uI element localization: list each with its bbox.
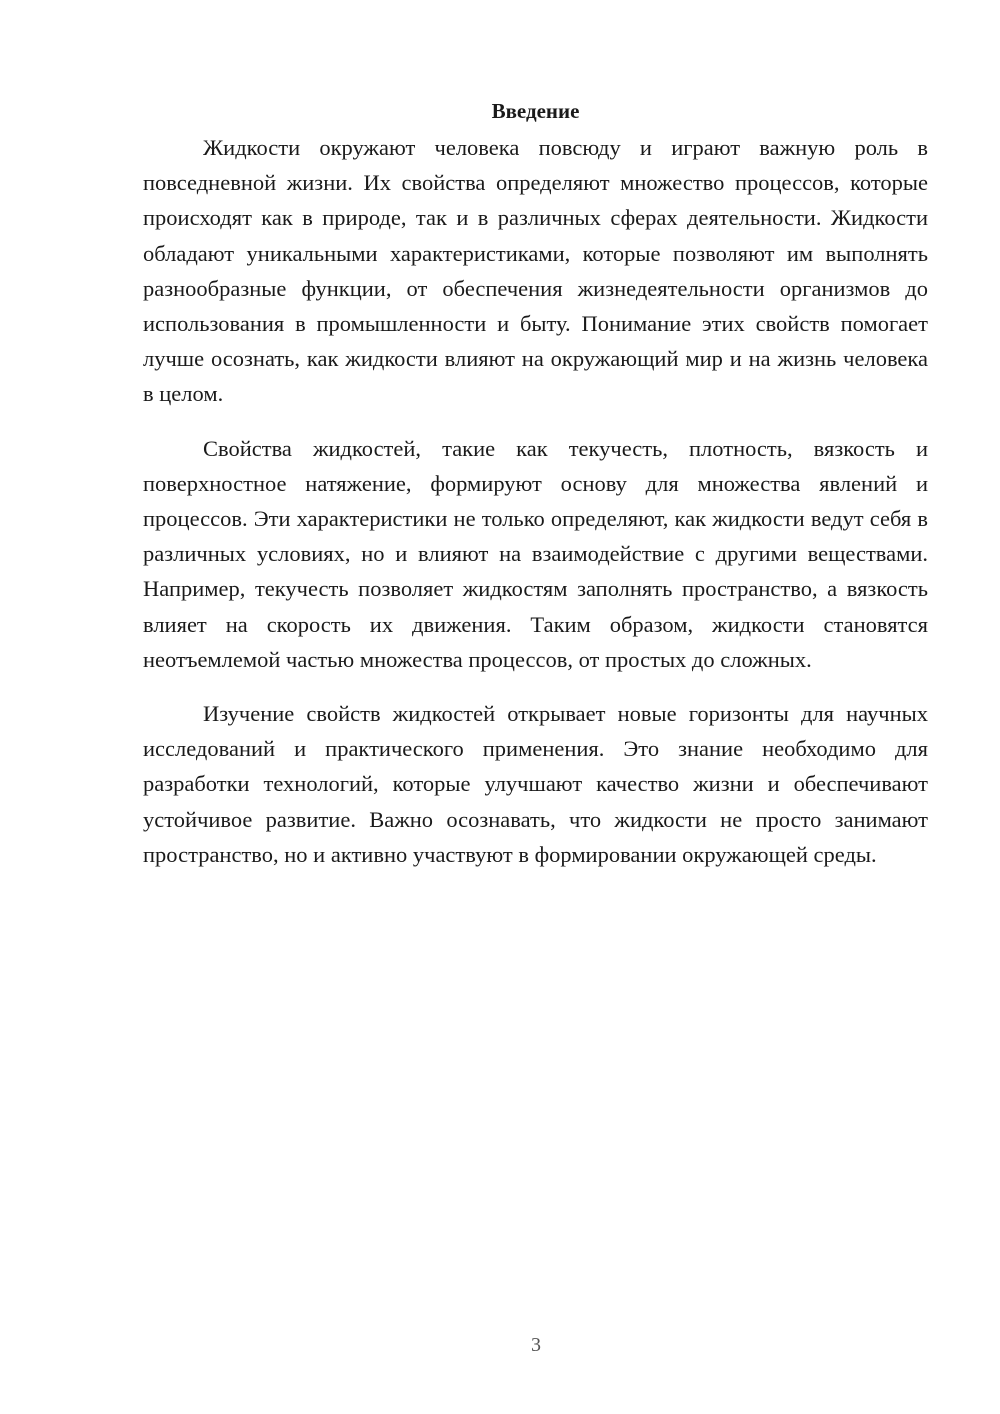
page-number: 3 bbox=[531, 1334, 541, 1356]
paragraph-1: Жидкости окружают человека повсюду и играют важную роль в повседневной жизни. Их свойства определяют множество процессов, которые происходят как в природе, так и в различных сферах деятельности. Жидкости обладают уникальными характеристиками, которые позволяют им выполнять разнообразные функции, от обеспечения жизнедеятельности организмов до использования в промышленности и быту. Понимание этих свойств помогает лучше осознать, как жидкости влияют на окружающий мир и на жизнь человека в целом. bbox=[143, 135, 928, 407]
paragraph-3: Изучение свойств жидкостей открывает новые горизонты для научных исследований и практического применения. Это знание необходимо для разработки технологий, которые улучшают качество жизни и обеспечивают устойчивое развитие. Важно осознавать, что жидкости не просто занимают пространство, но и активно участвуют в формировании окружающей среды. bbox=[143, 701, 928, 867]
section-heading: Введение bbox=[491, 99, 580, 123]
document-body bbox=[143, 96, 928, 891]
paragraph-2: Свойства жидкостей, такие как текучесть, плотность, вязкость и поверхностное натяжение, формируют основу для множества явлений и процессов. Эти характеристики не только определяют, как жидкости ведут себя в различных условиях, но и влияют на взаимодействие с другими веществами. Например, текучесть позволяет жидкостям заполнять пространство, а вязкость влияет на скорость их движения. Таким образом, жидкости становятся неотъемлемой частью множества процессов, от простых до сложных. bbox=[143, 435, 928, 672]
